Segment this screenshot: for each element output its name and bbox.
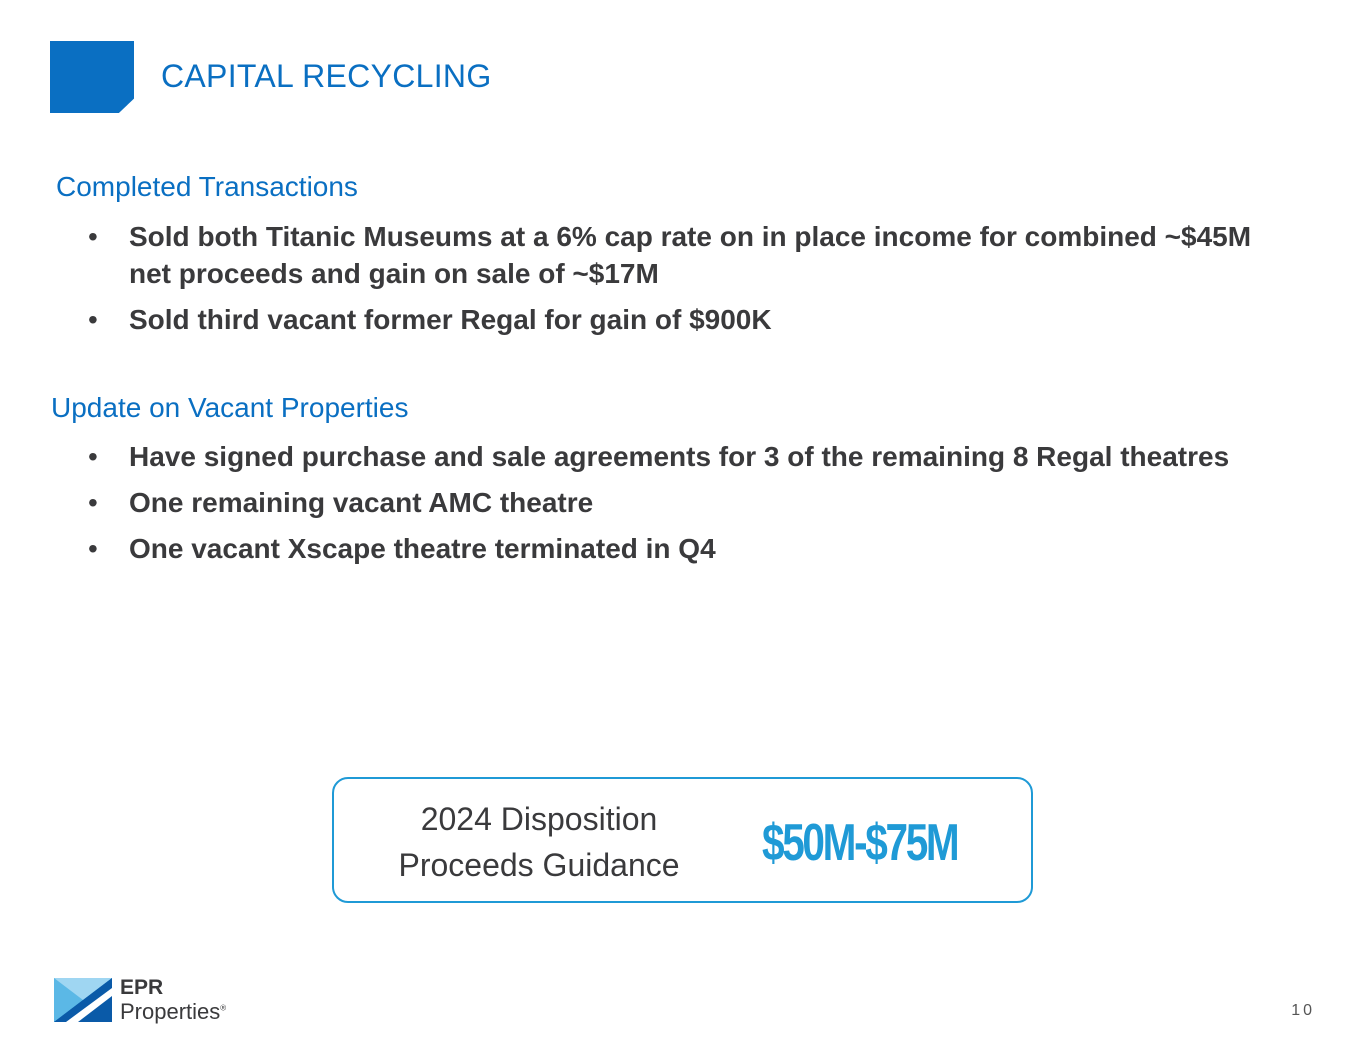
completed-transactions-list xyxy=(88,218,1298,347)
list-item: • Have signed purchase and sale agreements for 3 of the remaining 8 Regal theatres xyxy=(88,438,1298,475)
guidance-label-line2: Proceeds Guidance xyxy=(398,847,680,883)
logo-text-properties-label: Properties xyxy=(120,999,221,1024)
guidance-value: $50M-$75M xyxy=(762,814,958,872)
guidance-label xyxy=(364,796,714,888)
vacant-properties-list xyxy=(88,438,1298,576)
page-title: CAPITAL RECYCLING xyxy=(161,58,492,94)
section-heading-completed-transactions: Completed Transactions xyxy=(56,171,358,202)
list-item: • One vacant Xscape theatre terminated in Q4 xyxy=(88,530,1298,567)
section-heading-vacant-properties: Update on Vacant Properties xyxy=(51,392,409,423)
list-item: • Sold both Titanic Museums at a 6% cap rate on in place income for combined ~$45M net proceeds and gain on sale of ~$17M xyxy=(88,218,1298,292)
list-item: • One remaining vacant AMC theatre xyxy=(88,484,1298,521)
logo-text-properties xyxy=(120,999,226,1025)
guidance-label-line1: 2024 Disposition xyxy=(420,801,658,837)
page-number: 10 xyxy=(1291,1002,1315,1019)
list-item: • Sold third vacant former Regal for gain of $900K xyxy=(88,301,1298,338)
title-accent-block xyxy=(50,41,134,113)
epr-logo-icon xyxy=(54,978,112,1022)
logo-text-epr: EPR xyxy=(120,976,164,999)
registered-mark: ® xyxy=(220,1003,227,1013)
guidance-box xyxy=(332,777,1033,903)
